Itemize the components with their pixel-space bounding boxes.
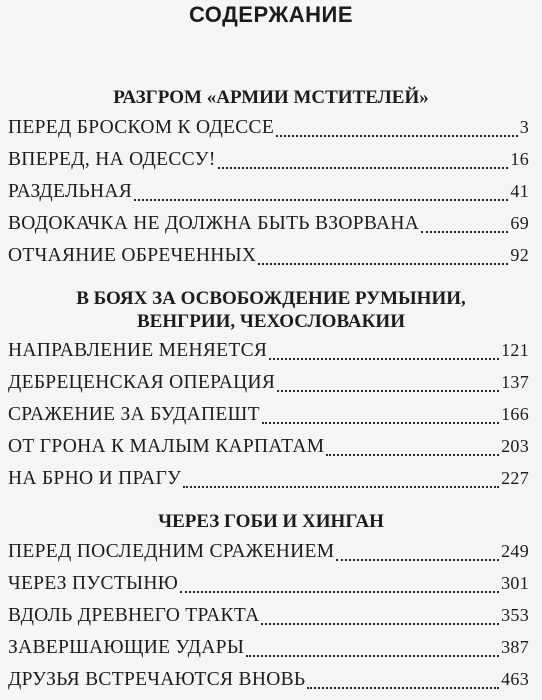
section-title-line: ЧЕРЕЗ ГОБИ И ХИНГАН — [158, 511, 384, 532]
toc-entry-page: 121 — [501, 340, 529, 360]
toc-entry-title: ОТ ГРОНА К МАЛЫМ КАРПАТАМ — [8, 436, 325, 457]
toc-entry-page: 16 — [510, 149, 529, 169]
dot-leader — [336, 559, 499, 561]
toc-entry-title: ЧЕРЕЗ ПУСТЫНЮ — [8, 573, 179, 594]
toc-entry-page: 166 — [501, 404, 529, 424]
toc-entry-page: 41 — [510, 181, 529, 201]
section-title-line: В БОЯХ ЗА ОСВОБОЖДЕНИЕ РУМЫНИИ, — [76, 288, 466, 309]
toc-entry-title: НАПРАВЛЕНИЕ МЕНЯЕТСЯ — [8, 340, 268, 361]
dot-leader — [307, 687, 499, 689]
toc-entry-page: 3 — [519, 117, 529, 137]
page-title: СОДЕРЖАНИЕ — [188, 2, 354, 27]
toc-entry[interactable] — [8, 669, 529, 693]
dot-leader — [276, 135, 518, 137]
toc-entry-page: 69 — [510, 213, 529, 233]
section-title-3 — [0, 510, 542, 533]
toc-entry-title: ВПЕРЕД, НА ОДЕССУ! — [8, 149, 216, 170]
toc-entry-page: 463 — [501, 669, 529, 689]
toc-entry-title: СРАЖЕНИЕ ЗА БУДАПЕШТ — [8, 404, 260, 425]
toc-entry-title: ОТЧАЯНИЕ ОБРЕЧЕННЫХ — [8, 245, 257, 266]
toc-entry-page: 353 — [501, 605, 529, 625]
toc-entry-title: РАЗДЕЛЬНАЯ — [8, 181, 133, 202]
toc-entry[interactable] — [8, 213, 529, 237]
toc-entry[interactable] — [8, 372, 529, 396]
section-title-1 — [0, 86, 542, 109]
toc-entry[interactable] — [8, 637, 529, 661]
toc-entry-title: НА БРНО И ПРАГУ — [8, 468, 182, 489]
toc-entry[interactable] — [8, 436, 529, 460]
toc-entry[interactable] — [8, 573, 529, 597]
toc-entry[interactable] — [8, 541, 529, 565]
toc-entry-page: 301 — [501, 573, 529, 593]
toc-entry-title: ВОДОКАЧКА НЕ ДОЛЖНА БЫТЬ ВЗОРВАНА — [8, 213, 420, 234]
toc-entry-page: 387 — [501, 637, 529, 657]
dot-leader — [269, 358, 499, 360]
dot-leader — [261, 623, 499, 625]
toc-entry[interactable] — [8, 117, 529, 141]
dot-leader — [183, 486, 499, 488]
dot-leader — [277, 390, 499, 392]
toc-entry-page: 203 — [501, 436, 529, 456]
toc-entry[interactable] — [8, 605, 529, 629]
toc-entry-page: 227 — [501, 468, 529, 488]
dot-leader — [421, 231, 508, 233]
toc-entry-title: ДРУЗЬЯ ВСТРЕЧАЮТСЯ ВНОВЬ — [8, 669, 306, 690]
dot-leader — [262, 422, 499, 424]
dot-leader — [134, 199, 508, 201]
toc-entry-title: ДЕБРЕЦЕНСКАЯ ОПЕРАЦИЯ — [8, 372, 276, 393]
toc-entry-page: 137 — [501, 372, 529, 392]
toc-entry[interactable] — [8, 404, 529, 428]
toc-entry-title: ЗАВЕРШАЮЩИЕ УДАРЫ — [8, 637, 245, 658]
toc-entry[interactable] — [8, 245, 529, 269]
toc-entry-title: ВДОЛЬ ДРЕВНЕГО ТРАКТА — [8, 605, 260, 626]
toc-entry-title: ПЕРЕД БРОСКОМ К ОДЕССЕ — [8, 117, 275, 138]
dot-leader — [218, 167, 509, 169]
toc-entry[interactable] — [8, 340, 529, 364]
toc-entry-title: ПЕРЕД ПОСЛЕДНИМ СРАЖЕНИЕМ — [8, 541, 335, 562]
toc-entry[interactable] — [8, 468, 529, 492]
toc-entry-page: 249 — [501, 541, 529, 561]
dot-leader — [246, 655, 499, 657]
toc-entry[interactable] — [8, 149, 529, 173]
dot-leader — [326, 454, 499, 456]
section-title-2 — [0, 287, 542, 333]
dot-leader — [258, 263, 508, 265]
section-title-line: РАЗГРОМ «АРМИИ МСТИТЕЛЕЙ» — [113, 87, 429, 108]
section-title-line: ВЕНГРИИ, ЧЕХОСЛОВАКИИ — [137, 311, 405, 332]
toc-entry-page: 92 — [510, 245, 529, 265]
dot-leader — [180, 591, 499, 593]
toc-entry[interactable] — [8, 181, 529, 205]
